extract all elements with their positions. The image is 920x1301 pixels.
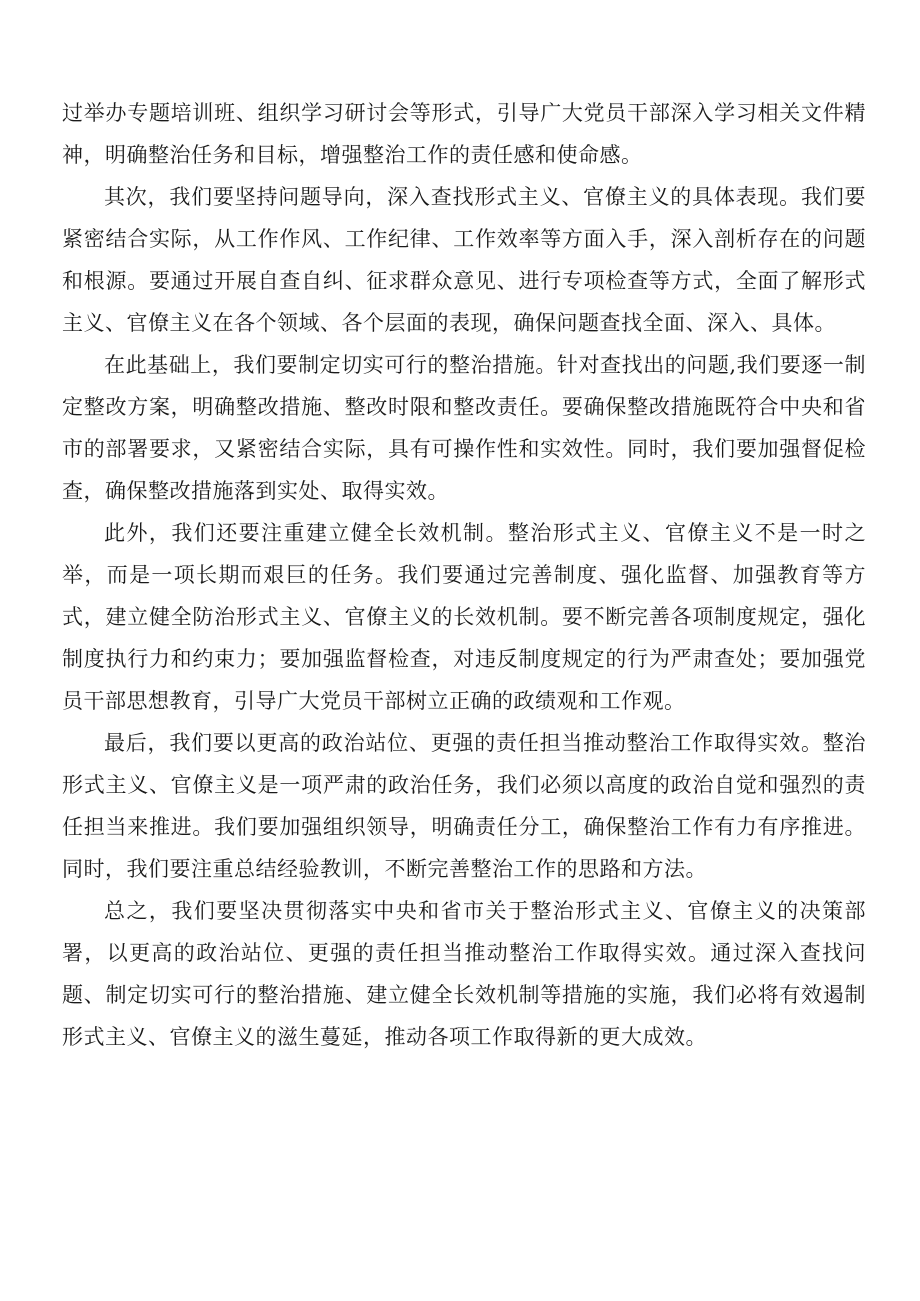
- paragraph-long-term-mechanism: 此外，我们还要注重建立健全长效机制。整治形式主义、官僚主义不是一时之举，而是一项长期而艰巨的任务。我们要通过完善制度、强化监督、加强教育等方式，建立健全防治形式主义、官僚主义的长效机制。要不断完善各项制度规定，强化制度执行力和约束力；要加强监督检查，对违反制度规定的行为严肃查处；要加强党员干部思想教育，引导广大党员干部树立正确的政绩观和工作观。: [62, 521, 866, 713]
- paragraph-continuation: 过举办专题培训班、组织学习研讨会等形式，引导广大党员干部深入学习相关文件精神，明确整治任务和目标，增强整治工作的责任感和使命感。: [62, 101, 866, 167]
- paragraph-political-responsibility: 最后，我们要以更高的政治站位、更强的责任担当推动整治工作取得实效。整治形式主义、官僚主义是一项严肃的政治任务，我们必须以高度的政治自觉和强烈的责任担当来推进。我们要加强组织领导，明确责任分工，确保整治工作有力有序推进。同时，我们要注重总结经验教训，不断完善整治工作的思路和方法。: [62, 731, 866, 881]
- paragraph-conclusion: 总之，我们要坚决贯彻落实中央和省市关于整治形式主义、官僚主义的决策部署，以更高的政治站位、更强的责任担当推动整治工作取得实效。通过深入查找问题、制定切实可行的整治措施、建立健全长效机制等措施的实施，我们必将有效遏制形式主义、官僚主义的滋生蔓延，推动各项工作取得新的更大成效。: [62, 899, 866, 1049]
- document-body: [62, 92, 866, 1058]
- paragraph-rectification-measures: 在此基础上，我们要制定切实可行的整治措施。针对查找出的问题,我们要逐一制定整改方案，明确整改措施、整改时限和整改责任。要确保整改措施既符合中央和省市的部署要求，又紧密结合实际，具有可操作性和实效性。同时，我们要加强督促检查，确保整改措施落到实处、取得实效。: [62, 353, 866, 503]
- paragraph-problem-orientation: 其次，我们要坚持问题导向，深入查找形式主义、官僚主义的具体表现。我们要紧密结合实际，从工作作风、工作纪律、工作效率等方面入手，深入剖析存在的问题和根源。要通过开展自查自纠、征求群众意见、进行专项检查等方式，全面了解形式主义、官僚主义在各个领域、各个层面的表现，确保问题查找全面、深入、具体。: [62, 185, 866, 335]
